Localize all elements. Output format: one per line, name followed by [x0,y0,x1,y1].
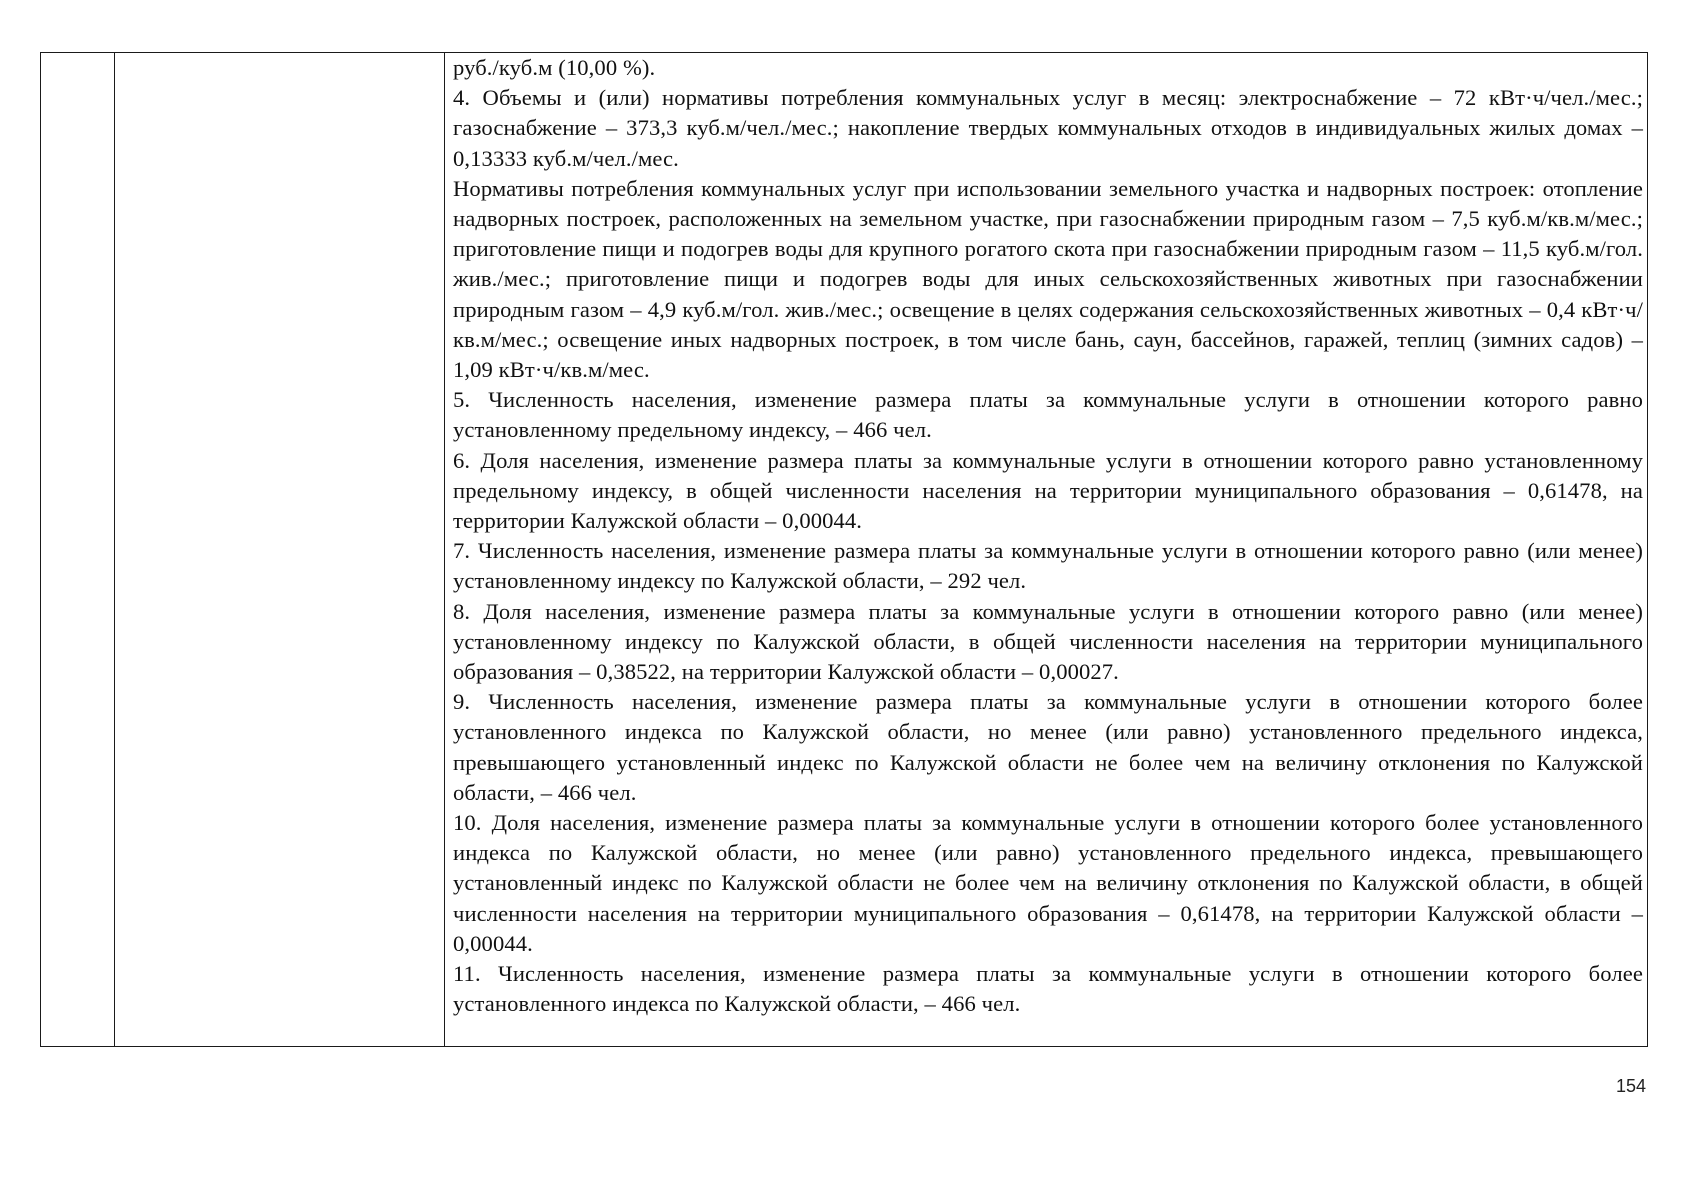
page-number: 154 [1615,1076,1646,1096]
paragraph-item-10: 10. Доля населения, изменение размера платы за коммунальные услуги в отношении которого более установленного индекса по Калужской области, но менее (или равно) установленного предельного индекса, превышающего установленный индекс по Калужской области не более чем на величину отклонения по Калужской области, в общей численности населения на территории муниципального образования – 0,61478, на территории Калужской области – 0,00044. [453,810,1643,956]
paragraph-item-4: 4. Объемы и (или) нормативы потребления коммунальных услуг в месяц: электроснабжение – 72 кВт·ч/чел./мес.; газоснабжение – 373,3 куб.м/чел./мес.; накопление твердых коммунальных отходов в индивидуальных жилых домах – 0,13333 куб.м/чел./мес. [453,85,1643,171]
paragraph-item-11: 11. Численность населения, изменение размера платы за коммунальные услуги в отношении которого более установленного индекса по Калужской области, – 466 чел. [453,961,1643,1017]
paragraph-item-8: 8. Доля населения, изменение размера платы за коммунальные услуги в отношении которого равно (или менее) установленному индексу по Калужской области, в общей численности населения на территории муниципального образования – 0,38522, на территории Калужской области – 0,00027. [453,598,1643,685]
paragraph-item-5: 5. Численность населения, изменение размера платы за коммунальные услуги в отношении которого равно установленному предельному индексу, – 466 чел. [453,387,1643,443]
table-column-content [445,53,1647,1046]
document-table [40,52,1648,1047]
table-column-name [115,53,445,1046]
paragraph-tariff-tail: руб./куб.м (10,00 %). [453,55,656,80]
paragraph-norms: Нормативы потребления коммунальных услуг при использовании земельного участка и надворных построек: отопление надворных построек, расположенных на земельном участке, при газоснабжении природным газом – 7,5 куб.м/кв.м/мес.; приготовление пищи и подогрев воды для крупного рогатого скота при газоснабжении природным газом – 11,5 куб.м/гол. жив./мес.; приготовление пищи и подогрев воды для иных сельскохозяйственных животных при газоснабжении природным газом – 4,9 куб.м/гол. жив./мес.; освещение в целях содержания сельскохозяйственных животных – 0,4 кВт·ч/кв.м/мес.; освещение иных надворных построек, в том числе бань, саун, бассейнов, гаражей, теплиц (зимних садов) – 1,09 кВт·ч/кв.м/мес. [453,175,1643,383]
paragraph-item-6: 6. Доля населения, изменение размера платы за коммунальные услуги в отношении которого равно установленному предельному индексу, в общей численности населения на территории муниципального образования – 0,61478, на территории Калужской области – 0,00044. [453,447,1643,534]
paragraph-item-9: 9. Численность населения, изменение размера платы за коммунальные услуги в отношении которого более установленного индекса по Калужской области, но менее (или равно) установленного предельного индекса, превышающего установленный индекс по Калужской области не более чем на величину отклонения по Калужской области, – 466 чел. [453,689,1643,805]
paragraph-item-7: 7. Численность населения, изменение размера платы за коммунальные услуги в отношении которого равно (или менее) установленному индексу по Калужской области, – 292 чел. [453,538,1643,594]
table-column-number [41,53,115,1046]
